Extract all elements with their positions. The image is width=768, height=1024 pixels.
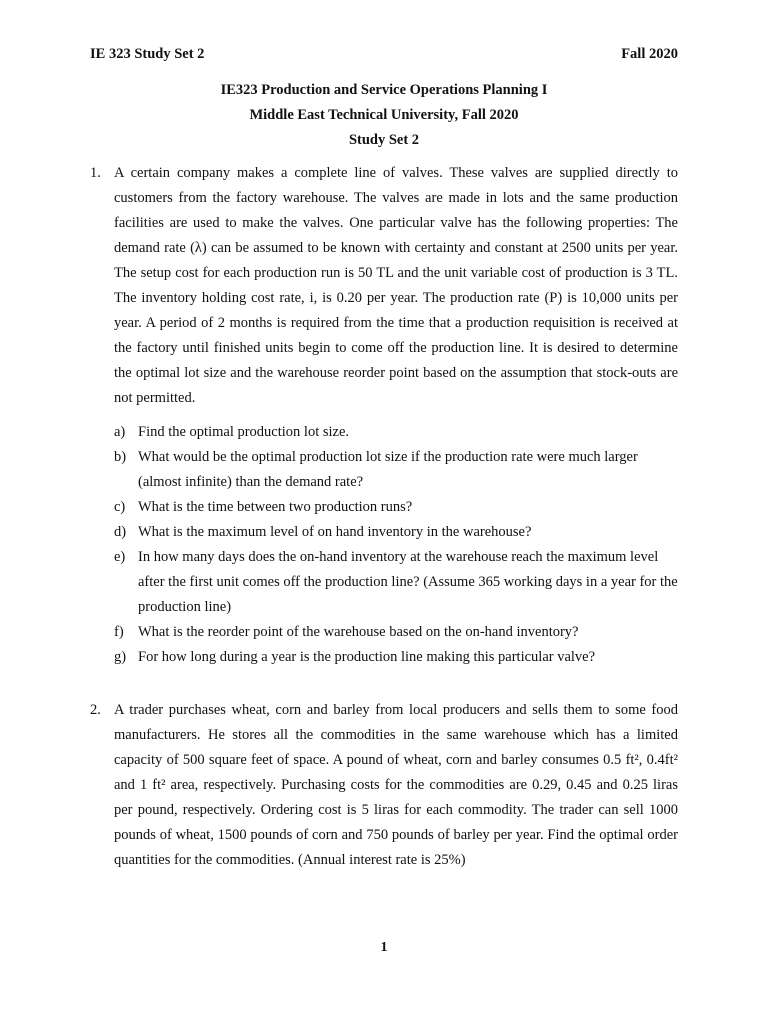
part-text: What would be the optimal production lot size if the production rate were much larger (almost infinite) than the demand rate? (138, 449, 638, 490)
question-text: A trader purchases wheat, corn and barley from local producers and sells them to some food manufacturers. He stores all the commodities in the same warehouse which has a limited capacity of 500 square feet of space. A pound of wheat, corn and barley consumes 0.5 ft², 0.4ft² and 1 ft² area, respectively. Purchasing costs for the commodities are 0.29, 0.45 and 0.25 liras per pound, respectively. Ordering cost is 5 liras for each commodity. The trader can sell 1000 pounds of wheat, 1500 pounds of corn and 750 pounds of barley per year. Find the optimal order quantities for the commodities. (Annual interest rate is 25%) (114, 702, 678, 868)
page-number: 1 (380, 940, 388, 955)
part-label: g) (114, 649, 127, 665)
part-c (114, 495, 678, 520)
part-label: d) (114, 524, 127, 540)
header-term: Fall 2020 (621, 46, 678, 62)
part-label: f) (114, 624, 124, 640)
question-1 (90, 161, 678, 686)
part-d (114, 520, 678, 545)
part-label: e) (114, 549, 126, 565)
part-a (114, 420, 678, 445)
part-f (114, 620, 678, 645)
question-number: 2. (90, 702, 101, 718)
part-label: c) (114, 499, 126, 515)
course-title: IE323 Production and Service Operations Planning I (220, 82, 548, 98)
part-text: What is the time between two production runs? (138, 499, 413, 515)
part-e (114, 545, 678, 620)
part-text: In how many days does the on-hand inventory at the warehouse reach the maximum level after the first unit comes off the production line? (Assume 365 working days in a year for the production line) (138, 549, 678, 615)
university-line: Middle East Technical University, Fall 2020 (249, 107, 519, 123)
part-g (114, 645, 678, 670)
question-parts (114, 420, 678, 670)
title-block (0, 78, 768, 153)
part-text: For how long during a year is the production line making this particular valve? (138, 649, 596, 665)
part-text: What is the maximum level of on hand inventory in the warehouse? (138, 524, 532, 540)
question-number: 1. (90, 165, 101, 181)
question-text: A certain company makes a complete line of valves. These valves are supplied directly to customers from the factory warehouse. The valves are made in lots and the same production facilities are used to make the valves. One particular valve has the following properties: The demand rate (λ) can be assumed to be known with certainty and constant at 2500 units per year. The setup cost for each production run is 50 TL and the unit variable cost of production is 3 TL. The inventory holding cost rate, i, is 0.20 per year. The production rate (P) is 10,000 units per year. A period of 2 months is required from the time that a production requisition is received at the factory until finished units begin to come off the production line. It is desired to determine the optimal lot size and the warehouse reorder point based on the assumption that stock-outs are not permitted. (114, 165, 678, 406)
part-b (114, 445, 678, 495)
study-set-title: Study Set 2 (348, 132, 420, 148)
part-label: b) (114, 449, 127, 465)
part-text: What is the reorder point of the warehouse based on the on-hand inventory? (138, 624, 579, 640)
question-2 (90, 698, 678, 873)
part-text: Find the optimal production lot size. (138, 424, 350, 440)
header-course: IE 323 Study Set 2 (90, 46, 205, 62)
part-label: a) (114, 424, 126, 440)
